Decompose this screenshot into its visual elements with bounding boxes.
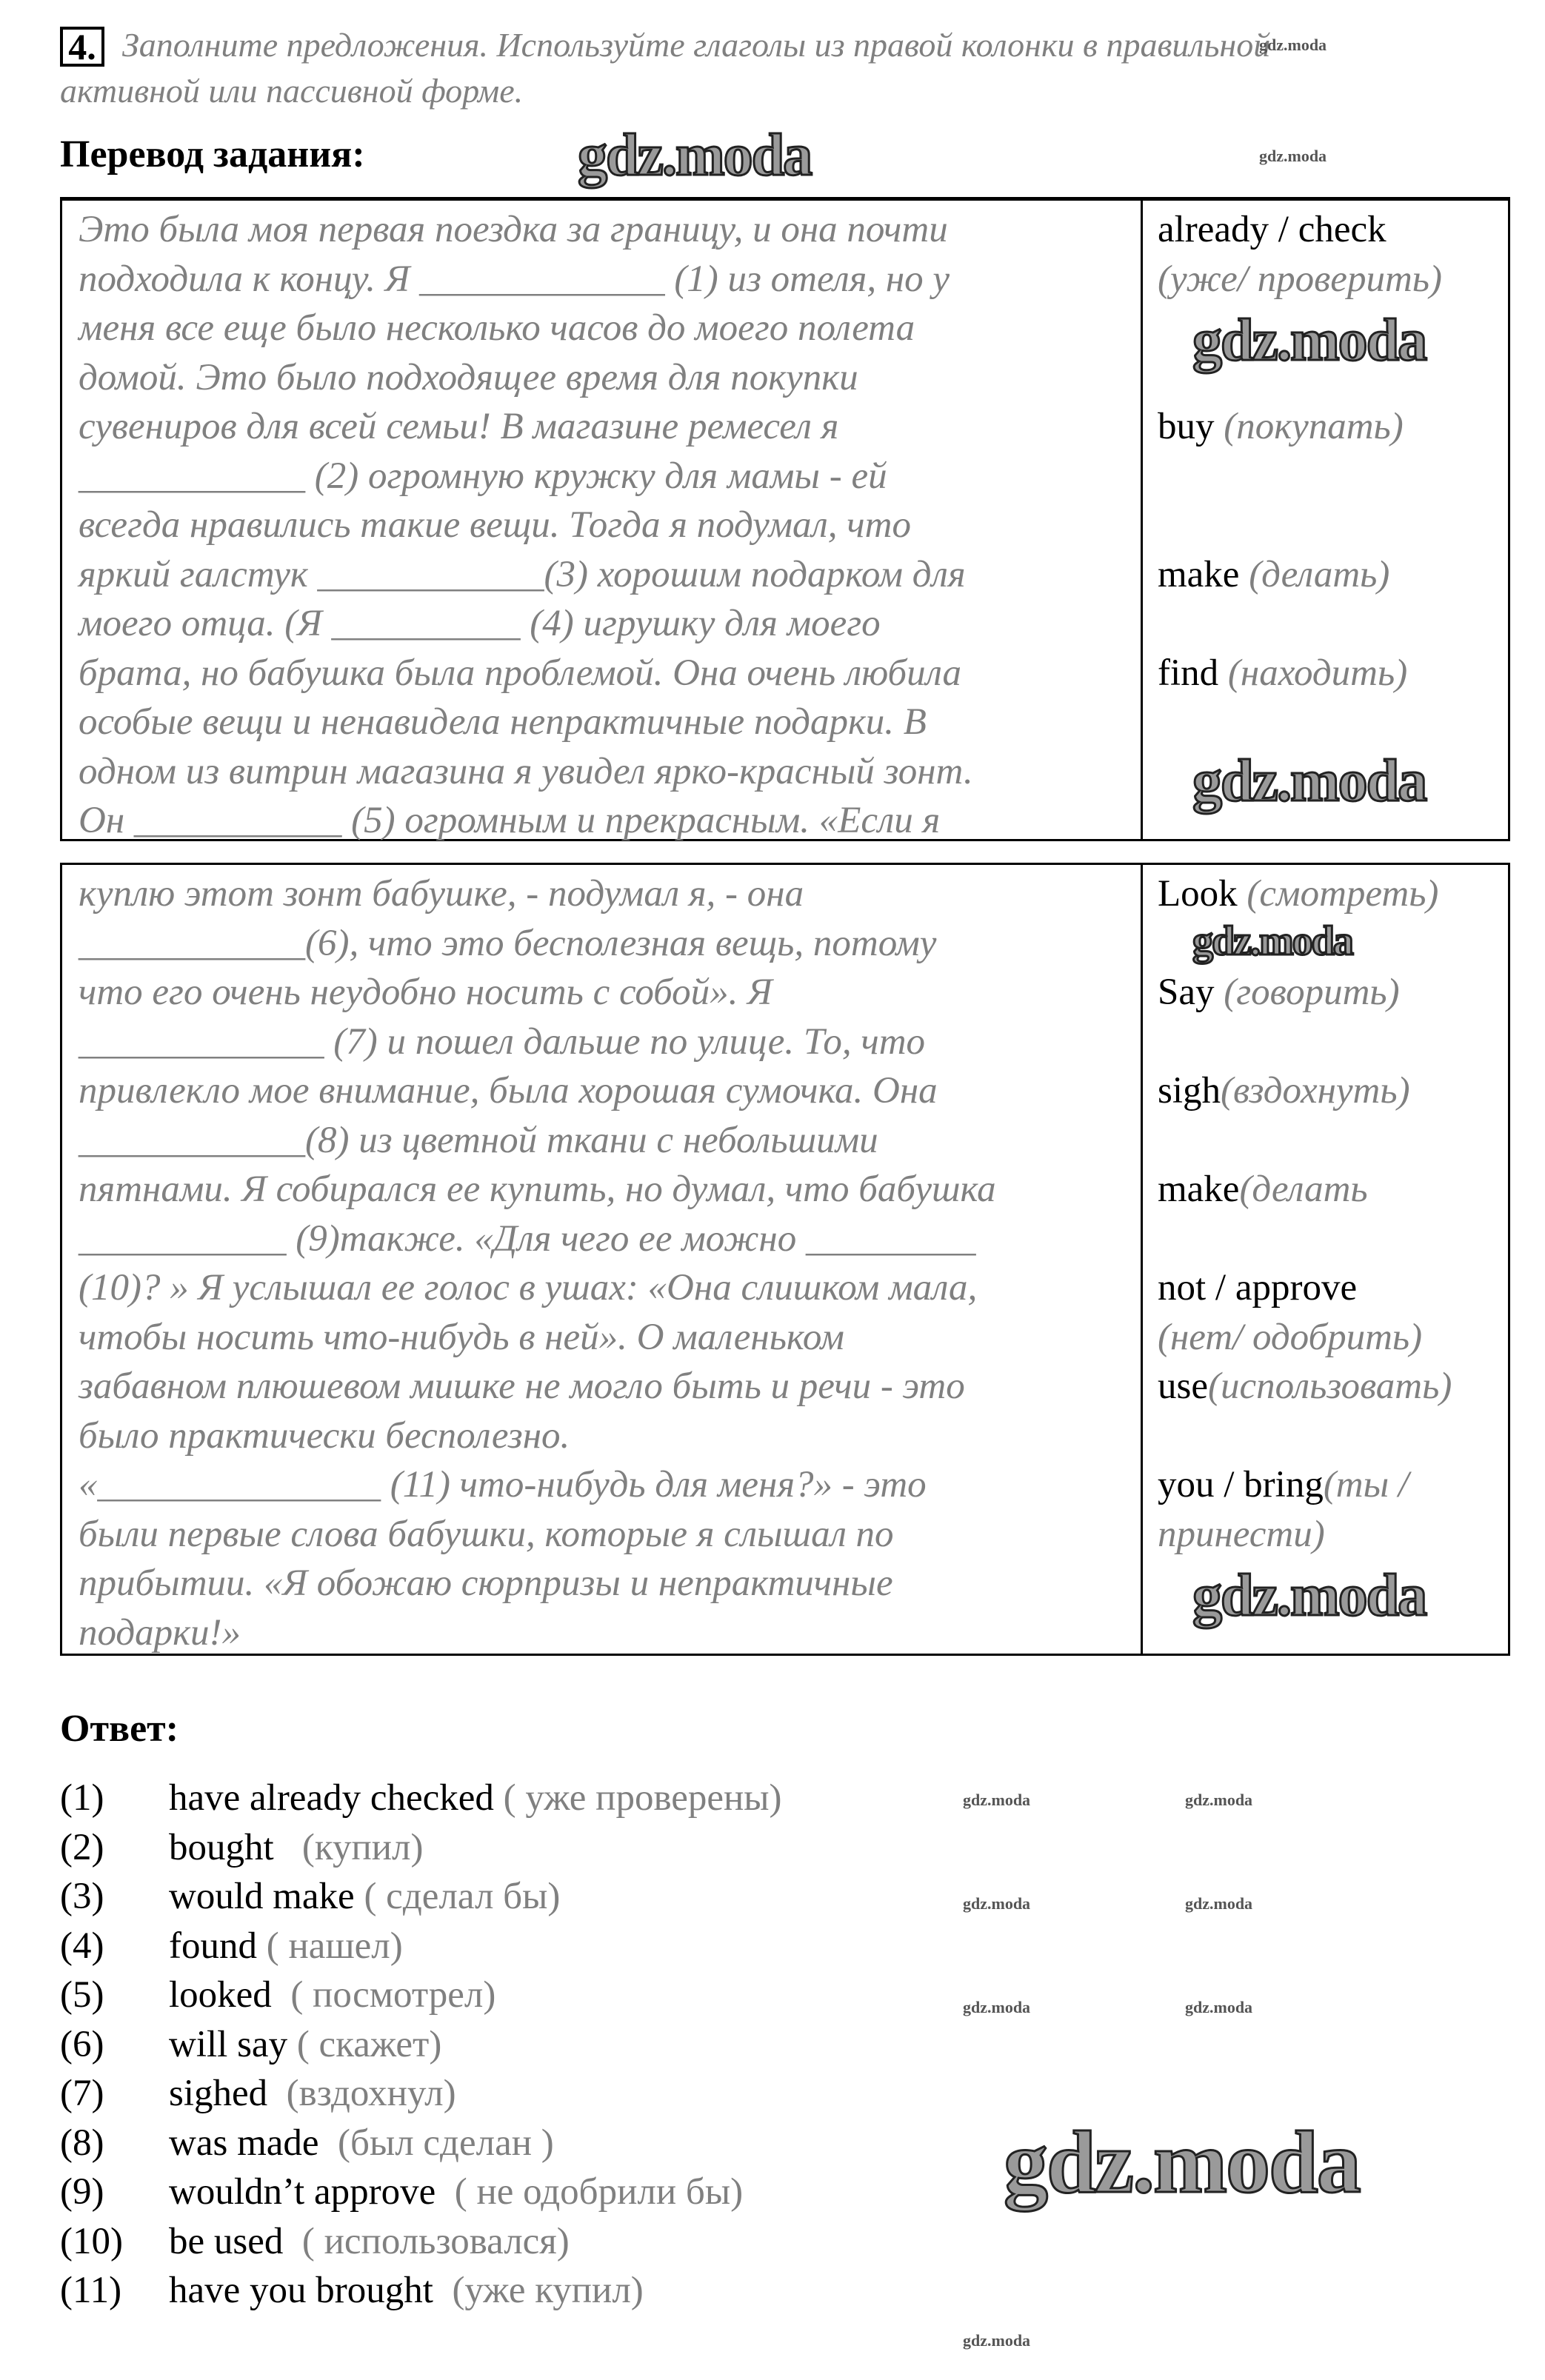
- verb-translation: (находить): [1227, 652, 1408, 694]
- verb-line: [1158, 1362, 1508, 1411]
- text-line: было практически бесполезно.: [79, 1414, 570, 1457]
- watermark-small: gdz.moda: [1185, 1998, 1253, 2016]
- text-line: прибытии. «Я обожаю сюрпризы и непрактичные: [79, 1562, 893, 1604]
- text-line: подходила к концу. Я _____________ (1) из отеля, но у: [79, 258, 950, 300]
- text-line: _____________ (7) и пошел дальше по улице. То, что: [79, 1020, 926, 1063]
- verb-line: [1158, 968, 1508, 1017]
- answer-translation: (вздохнул): [267, 2073, 456, 2114]
- answer-text: would make: [169, 1876, 355, 1917]
- answer-number: (3): [60, 1876, 104, 1917]
- watermark-small: gdz.moda: [963, 1998, 1031, 2016]
- answer-text: be used: [169, 2220, 284, 2262]
- verb-translation: принести): [1158, 1513, 1325, 1555]
- answer-number: (4): [60, 1925, 104, 1967]
- answer-number: (8): [60, 2122, 104, 2164]
- answer-translation: ( сделал бы): [354, 1876, 561, 1917]
- verb-line: [1158, 1510, 1508, 1560]
- answer-item: [60, 1922, 403, 1971]
- watermark-logo: gdz.moda: [1192, 1563, 1426, 1628]
- verb-translation: (нет/ одобрить): [1158, 1316, 1423, 1358]
- text-line: Он ___________ (5) огромным и прекрасным. «Если я: [79, 800, 941, 841]
- verb-line: [1158, 1066, 1508, 1116]
- text-column: [62, 865, 1143, 1654]
- watermark-small: gdz.moda: [1185, 1894, 1253, 1913]
- text-line: были первые слова бабушки, которые я слышал по: [79, 1513, 894, 1555]
- watermark-small: gdz.moda: [963, 1894, 1031, 1913]
- answer-translation: ( уже проверены): [493, 1777, 782, 1819]
- verb-translation: (ты /: [1323, 1464, 1409, 1505]
- watermark-small: gdz.moda: [963, 2331, 1031, 2350]
- verb-translation: (использовать): [1207, 1366, 1452, 1407]
- verb-line: [1158, 1263, 1508, 1313]
- watermark-small: gdz.moda: [963, 1791, 1031, 1809]
- answer-text: wouldn’t approve: [169, 2171, 436, 2213]
- answer-item: [60, 2119, 554, 2168]
- answer-text: was made: [169, 2122, 319, 2164]
- verb-translation: (смотреть): [1247, 873, 1439, 915]
- answer-number: (11): [60, 2270, 122, 2311]
- verb: Look: [1158, 873, 1247, 915]
- text-line: Это была моя первая поездка за границу, и она почти: [79, 209, 948, 250]
- verb-translation: (делать: [1239, 1169, 1368, 1210]
- answer-translation: (купил): [273, 1826, 424, 1868]
- answer-number: (6): [60, 2023, 104, 2065]
- text-line: одном из витрин магазина я увидел ярко-красный зонт.: [79, 750, 973, 792]
- answer-number: (9): [60, 2171, 104, 2213]
- text-line: (10)? » Я услышал ее голос в ушах: «Она слишком мала,: [79, 1267, 978, 1308]
- answer-translation: (уже купил): [433, 2270, 644, 2311]
- verb-line: [1158, 452, 1508, 501]
- verb: buy: [1158, 406, 1224, 447]
- verb-translation: (уже/ проверить): [1158, 258, 1442, 300]
- answer-number: (10): [60, 2220, 123, 2262]
- answer-item: [60, 1872, 560, 1922]
- answer-number: (7): [60, 2073, 104, 2114]
- answer-text: bought: [169, 1826, 274, 1868]
- verb-line: [1158, 1214, 1508, 1264]
- verb: sigh: [1158, 1070, 1221, 1112]
- verb: make: [1158, 1169, 1240, 1210]
- watermark-logo: gdz.moda: [1192, 308, 1426, 373]
- text-line: что его очень неудобно носить с собой». Я: [79, 972, 772, 1013]
- watermark-logo: gdz.moda: [1192, 918, 1352, 964]
- watermark-small: gdz.moda: [1259, 36, 1327, 54]
- text-line: сувениров для всей семьи! В магазине ремесел я: [79, 406, 839, 447]
- watermark-logo: gdz.moda: [1192, 749, 1426, 814]
- verb: Say: [1158, 972, 1224, 1013]
- verb-line: [1158, 698, 1508, 747]
- text-line: ____________(6), что это бесполезная вещь, потому: [79, 922, 937, 964]
- answer-item: [60, 1774, 782, 1823]
- text-line: меня все еще было несколько часов до моего полета: [79, 307, 915, 349]
- answer-item: [60, 1823, 423, 1873]
- verb-line: [1158, 1460, 1508, 1510]
- text-line: всегда нравились такие вещи. Тогда я подумал, что: [79, 504, 911, 546]
- verb-translation: (делать): [1249, 553, 1390, 595]
- text-line: подарки!»: [79, 1611, 241, 1654]
- text-line: забавном плюшевом мишке не могло быть и речи - это: [79, 1366, 965, 1407]
- answer-translation: (был сделан ): [318, 2122, 554, 2164]
- answer-item: [60, 2069, 456, 2119]
- verb-line: [1158, 1313, 1508, 1363]
- verb-translation: (вздохнуть): [1221, 1070, 1410, 1112]
- verb-line: [1158, 1165, 1508, 1214]
- verb-line: [1158, 649, 1508, 698]
- verb: find: [1158, 652, 1228, 694]
- text-column: [62, 201, 1143, 839]
- translation-heading: Перевод задания:: [60, 133, 365, 176]
- verb-line: [1158, 1411, 1508, 1461]
- text-line: ____________(8) из цветной ткани с небольшими: [79, 1119, 878, 1161]
- answer-text: have you brought: [169, 2270, 433, 2311]
- verb-line: [1158, 255, 1508, 304]
- verb-line: [1158, 402, 1508, 452]
- answer-item: [60, 2266, 644, 2316]
- verb: not / approve: [1158, 1267, 1358, 1308]
- answer-number: (2): [60, 1826, 104, 1868]
- verbs-column: [1143, 865, 1508, 1654]
- watermark-logo: gdz.moda: [1004, 2113, 1360, 2211]
- answer-item: [60, 2167, 743, 2217]
- text-line: яркий галстук ____________(3) хорошим подарком для: [79, 553, 966, 595]
- task-instruction-cont: активной или пассивной форме.: [60, 72, 524, 110]
- answer-text: will say: [169, 2023, 288, 2065]
- answer-item: [60, 2020, 441, 2070]
- answer-translation: ( посмотрел): [271, 1974, 496, 2016]
- verbs-column: [1143, 201, 1508, 839]
- text-line: привлекло мое внимание, была хорошая сумочка. Она: [79, 1070, 938, 1112]
- answer-text: found: [169, 1925, 257, 1967]
- text-line: домой. Это было подходящее время для покупки: [79, 356, 858, 398]
- verb-translation: (покупать): [1224, 406, 1404, 447]
- text-line: ____________ (2) огромную кружку для мамы - ей: [79, 455, 887, 497]
- verb-line: [1158, 869, 1508, 919]
- answer-heading: Ответ:: [60, 1708, 179, 1750]
- answer-translation: ( использовался): [283, 2220, 570, 2262]
- verb-line: [1158, 501, 1508, 550]
- answer-translation: ( скажет): [287, 2023, 442, 2065]
- answer-text: looked: [169, 1974, 272, 2016]
- translation-table-1: [60, 197, 1510, 841]
- verb-line: [1158, 1017, 1508, 1067]
- task-instruction: Заполните предложения. Используйте глаголы из правой колонки в правильной: [122, 26, 1271, 64]
- answer-item: [60, 1970, 495, 2020]
- text-line: особые вещи и ненавидела непрактичные подарки. В: [79, 701, 927, 743]
- watermark-logo: gdz.moda: [578, 123, 812, 188]
- watermark-small: gdz.moda: [1259, 147, 1327, 165]
- verb: you / bring: [1158, 1464, 1324, 1505]
- text-line: чтобы носить что-нибудь в ней». О маленьком: [79, 1316, 844, 1358]
- text-line: пятнами. Я собирался ее купить, но думал, что бабушка: [79, 1169, 996, 1210]
- verb: make: [1158, 553, 1249, 595]
- answer-item: [60, 2217, 570, 2267]
- answer-translation: ( нашел): [256, 1925, 403, 1967]
- answer-text: sighed: [169, 2073, 268, 2114]
- verb-line: [1158, 550, 1508, 600]
- text-line: брата, но бабушка была проблемой. Она очень любила: [79, 652, 962, 694]
- verb-line: [1158, 205, 1508, 255]
- translation-table-2: [60, 863, 1510, 1656]
- verb-line: [1158, 1116, 1508, 1166]
- verb: use: [1158, 1366, 1208, 1407]
- answer-translation: ( не одобрили бы): [436, 2171, 744, 2213]
- text-line: моего отца. (Я __________ (4) игрушку для моего: [79, 603, 881, 644]
- text-line: «_______________ (11) что-нибудь для меня?» - это: [79, 1464, 927, 1505]
- answer-number: (5): [60, 1974, 104, 2016]
- text-line: ___________ (9)также. «Для чего ее можно _________: [79, 1217, 976, 1260]
- task-number: 4.: [60, 27, 104, 67]
- watermark-small: gdz.moda: [1185, 1791, 1253, 1809]
- answer-text: have already checked: [169, 1777, 494, 1819]
- verb-translation: (говорить): [1224, 972, 1400, 1013]
- verb: already / check: [1158, 209, 1387, 250]
- verb-line: [1158, 599, 1508, 649]
- text-line: куплю этот зонт бабушке, - подумал я, - она: [79, 873, 804, 915]
- answer-number: (1): [60, 1777, 104, 1819]
